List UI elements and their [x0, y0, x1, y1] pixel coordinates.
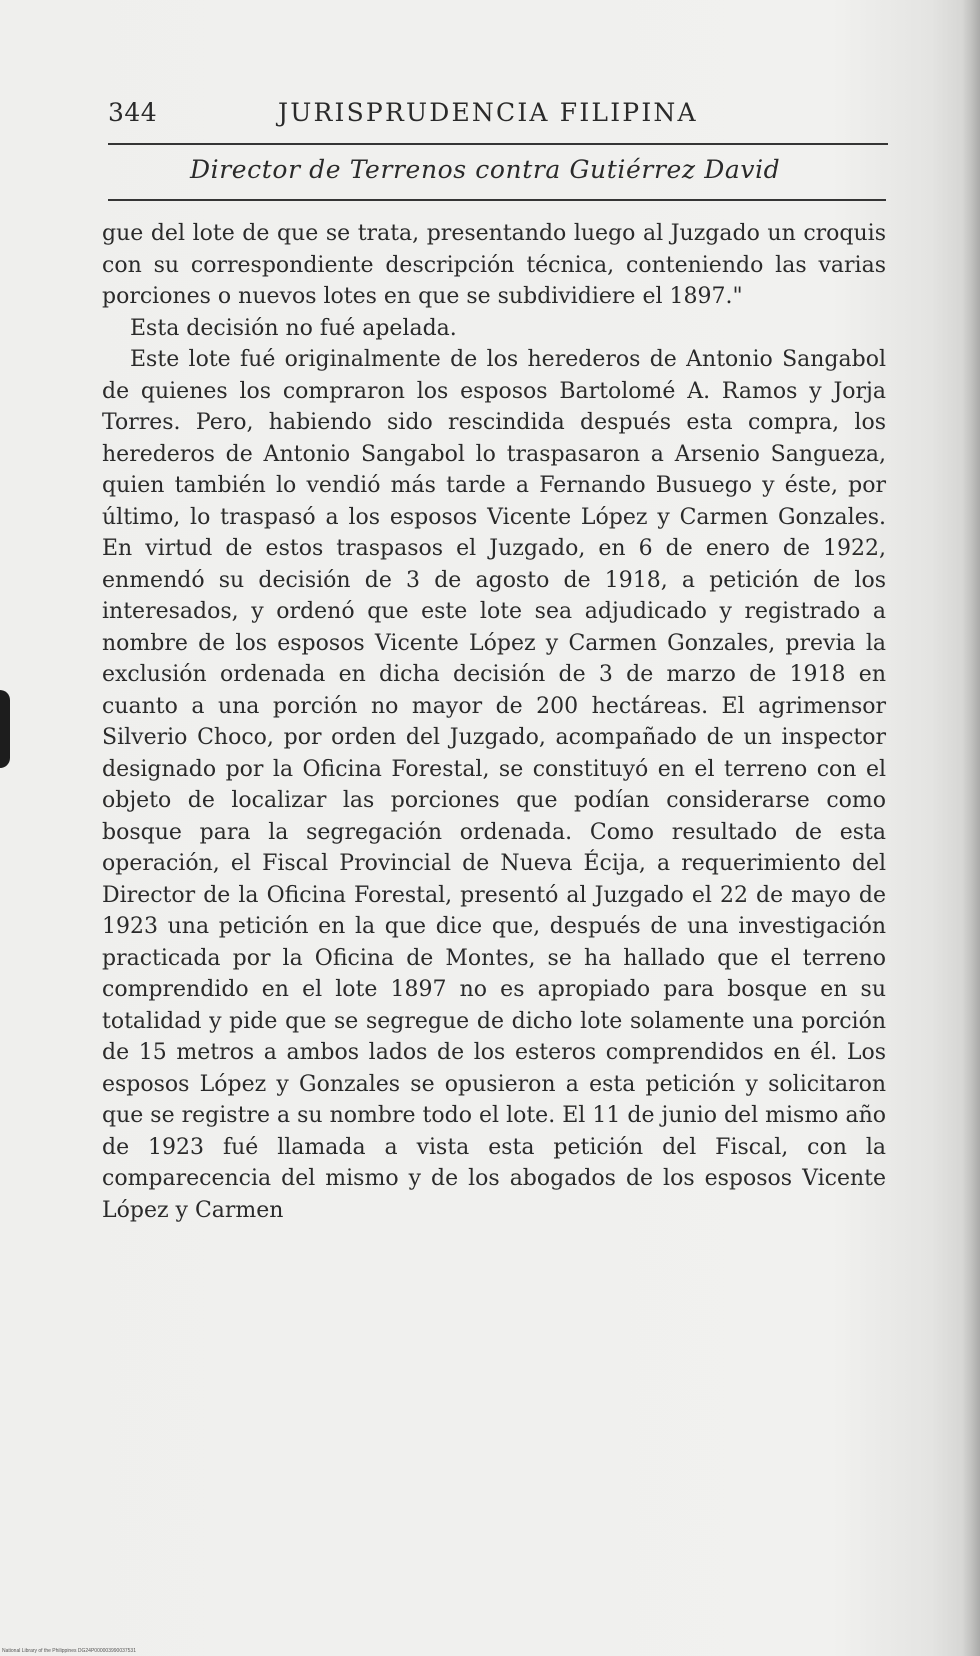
footer-source-label: National Library of the Philippines: [2, 1648, 77, 1654]
header-rule-top: [108, 143, 888, 145]
footer-code: DG24P000003990037531: [77, 1648, 136, 1654]
paragraph-appeal-note: Esta decisión no fué apelada.: [130, 315, 457, 341]
header-rule-bottom: [108, 199, 886, 201]
page-header: [108, 98, 888, 138]
scan-edge-mark: [0, 690, 10, 768]
binding-shadow: [962, 0, 980, 1656]
running-title: JURISPRUDENCIA FILIPINA: [278, 98, 698, 127]
scan-footer: [2, 1648, 136, 1654]
paragraph-lot-history: Este lote fué originalmente de los herederos de Antonio Sangabol de quienes los compraron los esposos Bartolomé A. Ramos y Jorja Torres. Pero, habiendo sido rescindida después esta compra, los herederos de Antonio Sangabol lo traspasaron a Arsenio Sangueza, quien también lo vendió más tarde a Fernando Busuego y éste, por último, lo traspasó a los esposos Vicente López y Carmen Gonzales. En virtud de estos traspasos el Juzgado, en 6 de enero de 1922, enmendó su decisión de 3 de agosto de 1918, a petición de los interesados, y ordenó que este lote sea adjudicado y registrado a nombre de los esposos Vicente López y Carmen Gonzales, previa la exclusión ordenada en dicha decisión de 3 de marzo de 1918 en cuanto a una porción no mayor de 200 hectáreas. El agrimensor Silverio Choco, por orden del Juzgado, acompañado de un inspector designado por la Oficina Forestal, se constituyó en el terreno con el objeto de localizar las porciones que podían considerarse como bosque para la segregación ordenada. Como resultado de esta operación, el Fiscal Provincial de Nueva Écija, a requerimiento del Director de la Oficina Forestal, presentó al Juzgado el 22 de mayo de 1923 una petición en la que dice que, después de una investigación practicada por la Oficina de Montes, se ha hallado que el terreno comprendido en el lote 1897 no es apropiado para bosque en su totalidad y pide que se segregue de dicho lote solamente una porción de 15 metros a ambos lados de los esteros comprendidos en él. Los esposos López y Gonzales se opusieron a esta petición y solicitaron que se registre a su nombre todo el lote. El 11 de junio del mismo año de 1923 fué llamada a vista esta petición del Fiscal, con la comparecencia del mismo y de los abogados de los esposos Vicente López y Carmen: [102, 347, 886, 1223]
case-title: Director de Terrenos contra Gutiérrez David: [190, 155, 781, 184]
paragraph-continued: gue del lote de que se trata, presentando luego al Juzgado un croquis con su correspondiente descripción técnica, conteniendo las varias porciones o nuevos lotes en que se subdividiere el 1897.": [102, 221, 886, 309]
page-number: 344: [108, 98, 158, 127]
body-text: [102, 218, 886, 1226]
